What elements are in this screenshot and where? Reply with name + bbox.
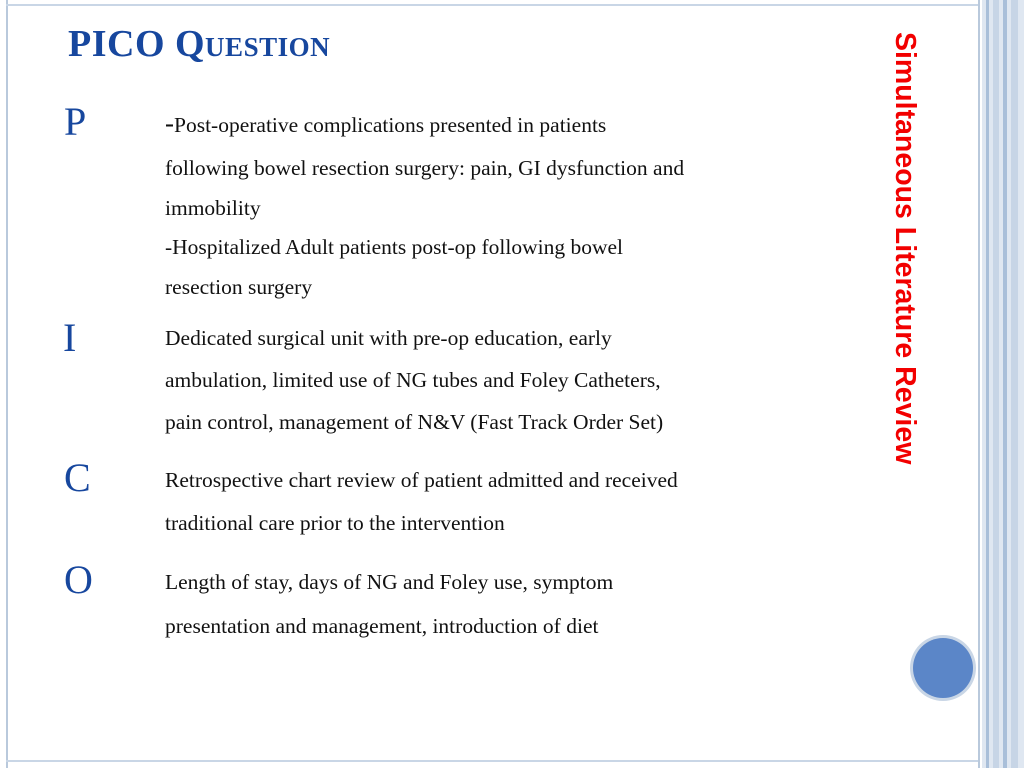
slide-title: PICO Question [68,23,331,65]
pico-i-line-2: ambulation, limited use of NG tubes and Foley Catheters, [165,368,661,392]
pico-c-line-2: traditional care prior to the intervention [165,511,505,535]
border-stripe [1003,0,1007,768]
pico-o-line-1: Length of stay, days of NG and Foley use, symptom [165,570,614,594]
decorative-circle [913,638,973,698]
pico-o-line-2: presentation and management, introduction of diet [165,614,599,638]
pico-p-line-1: -Post-operative complications presented in patients [165,108,607,138]
pico-p-line-2: following bowel resection surgery: pain, GI dysfunction and [165,156,685,180]
frame-bottom-line [6,760,980,762]
pico-i-line-3: pain control, management of N&V (Fast Track Order Set) [165,410,664,434]
border-stripe [1011,0,1018,768]
border-stripe [986,0,989,768]
frame-left-line [6,0,8,768]
pico-letter-o: O [64,557,93,602]
pico-c-line-1: Retrospective chart review of patient admitted and received [165,468,678,492]
frame-top-line [6,4,980,6]
pico-p-line-4: -Hospitalized Adult patients post-op following bowel [165,235,624,259]
pico-p-line-5: resection surgery [165,275,313,299]
pico-i-line-1: Dedicated surgical unit with pre-op education, early [165,326,612,350]
border-stripe [993,0,999,768]
side-vertical-label: Simultaneous Literature Review [889,32,921,465]
pico-p-line-3: immobility [165,196,261,220]
frame-right-line [978,0,980,768]
pico-letter-p: P [64,99,87,144]
pico-letter-c: C [64,455,91,500]
pico-letter-i: I [63,315,77,360]
